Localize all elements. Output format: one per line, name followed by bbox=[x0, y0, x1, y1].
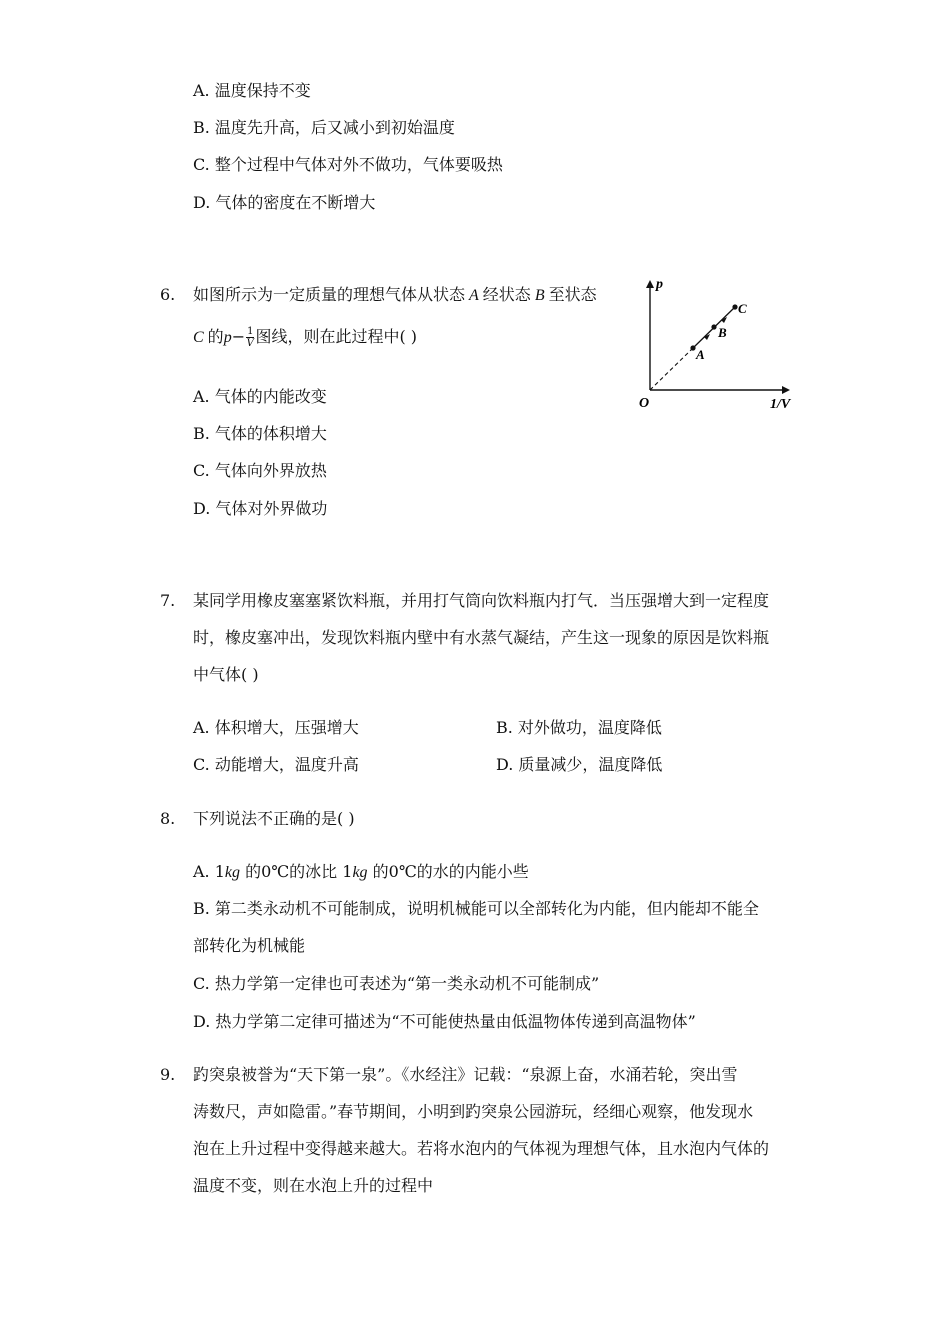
state-a: A bbox=[469, 287, 479, 304]
q8-option-b-line1: B. 第二类永动机不可能制成，说明机械能可以全部转化为内能，但内能却不能全 bbox=[193, 899, 759, 918]
q6-option-b: B. 气体的体积增大 bbox=[193, 424, 327, 443]
q6-option-c: C. 气体向外界放热 bbox=[193, 461, 327, 480]
state-b: B bbox=[534, 287, 545, 304]
extrapolation-dashed-line bbox=[650, 348, 693, 390]
q9-number: 9. bbox=[160, 1065, 176, 1084]
point-c-label: C bbox=[738, 301, 747, 316]
q9-stem-line3: 泡在上升过程中变得越来越大。若将水泡内的气体视为理想气体，且水泡内气体的 bbox=[193, 1139, 770, 1158]
point-b bbox=[711, 324, 716, 329]
q6-option-a: A. 气体的内能改变 bbox=[193, 387, 327, 406]
q5-option-a: A. 温度保持不变 bbox=[193, 81, 311, 100]
q5-option-d: D. 气体的密度在不断增大 bbox=[193, 193, 376, 212]
q8-option-a: A. 1kg 的0℃的冰比 1kg 的0℃的水的内能小些 bbox=[193, 862, 529, 881]
q7-number: 7. bbox=[160, 591, 176, 610]
q7-option-a: A. 体积增大，压强增大 bbox=[193, 718, 359, 737]
q7-stem-line2: 时，橡皮塞冲出，发现饮料瓶内壁中有水蒸气凝结，产生这一现象的原因是饮料瓶 bbox=[193, 628, 770, 647]
q8-option-c: C. 热力学第一定律也可表述为“第一类永动机不可能制成” bbox=[193, 974, 600, 993]
q6-stem-line2: C 的p− $\frac{1}{V}$ 图线，则在此过程中( ) bbox=[193, 326, 418, 349]
q5-option-c: C. 整个过程中气体对外不做功，气体要吸热 bbox=[193, 155, 503, 174]
y-axis-label: p bbox=[656, 277, 663, 292]
q5-option-b: B. 温度先升高，后又减小到初始温度 bbox=[193, 118, 455, 137]
q7-stem-line3: 中气体( ) bbox=[193, 665, 259, 684]
q6-stem-line1: 如图所示为一定质量的理想气体从状态 A 经状态 B 至状态 bbox=[193, 285, 597, 304]
origin-label: O bbox=[639, 396, 650, 411]
q8-stem: 下列说法不正确的是( ) bbox=[193, 809, 355, 828]
point-c bbox=[732, 304, 737, 309]
p-vs-inverse-v-graph bbox=[630, 270, 800, 415]
q9-stem-line1: 趵突泉被誉为“天下第一泉”。《水经注》记载：“泉源上奋，水涌若轮，突出雪 bbox=[193, 1065, 738, 1084]
q7-option-b: B. 对外做功，温度降低 bbox=[496, 718, 662, 737]
q6-option-d: D. 气体对外界做功 bbox=[193, 499, 328, 518]
q8-option-b-line2: 部转化为机械能 bbox=[193, 936, 306, 955]
point-b-label: B bbox=[718, 325, 727, 340]
q7-option-c: C. 动能增大，温度升高 bbox=[193, 755, 359, 774]
q6-number: 6. bbox=[160, 285, 176, 304]
q9-stem-line2: 涛数尺，声如隐雷。”春节期间，小明到趵突泉公园游玩，经细心观察，他发现水 bbox=[193, 1102, 754, 1121]
point-a-label: A bbox=[696, 347, 705, 362]
p-symbol: p bbox=[223, 329, 232, 346]
q8-option-d: D. 热力学第二定律可描述为“不可能使热量由低温物体传递到高温物体” bbox=[193, 1012, 696, 1031]
q7-stem-line1: 某同学用橡皮塞塞紧饮料瓶，并用打气筒向饮料瓶内打气．当压强增大到一定程度 bbox=[193, 591, 770, 610]
point-a bbox=[690, 345, 695, 350]
q9-stem-line4: 温度不变，则在水泡上升的过程中 bbox=[193, 1176, 434, 1195]
one-over-v-fraction: $\frac{1}{V}$ bbox=[246, 326, 254, 349]
x-axis-label: 1/V bbox=[770, 397, 791, 412]
q8-number: 8. bbox=[160, 809, 176, 828]
state-c: C bbox=[193, 329, 204, 346]
q7-option-d: D. 质量减少，温度降低 bbox=[496, 755, 663, 774]
